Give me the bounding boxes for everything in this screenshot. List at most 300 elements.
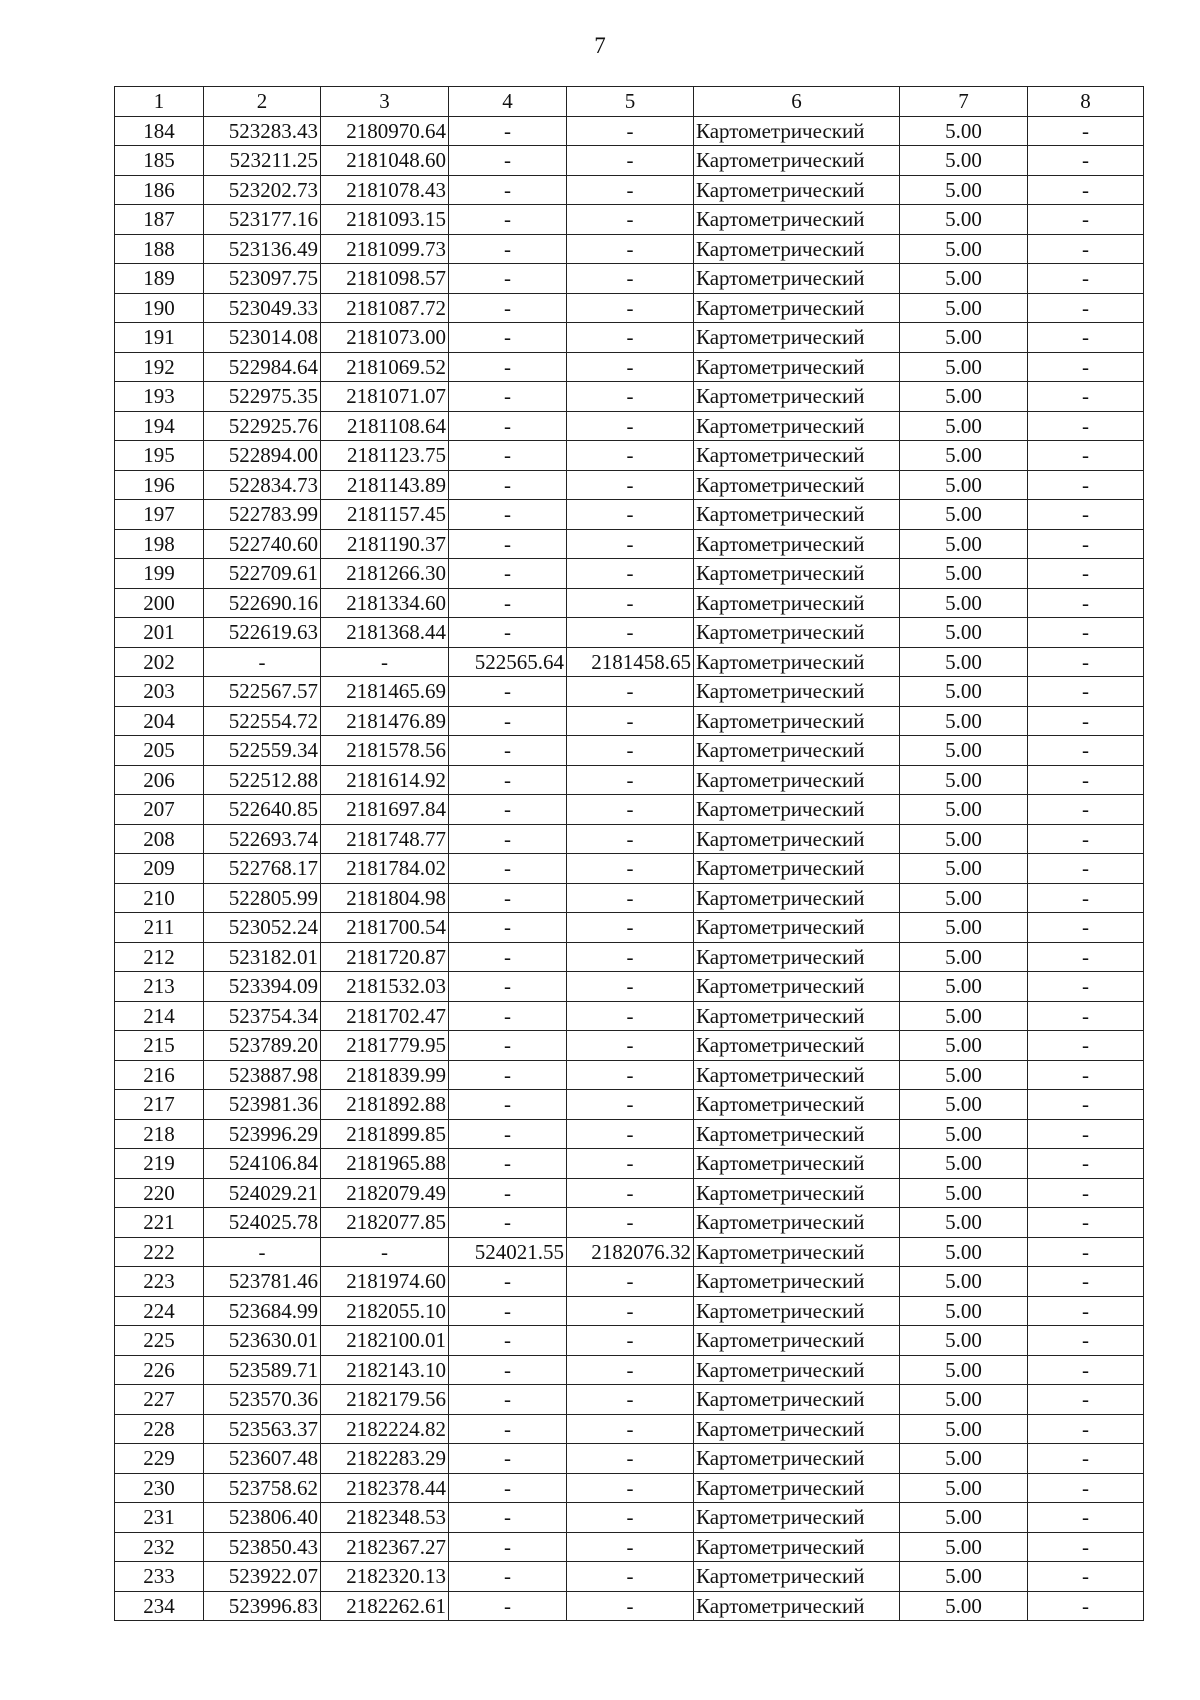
- table-row: [115, 854, 1144, 884]
- cell-x-coordinate: 522554.72: [204, 706, 321, 736]
- cell-x-coordinate: 522740.60: [204, 529, 321, 559]
- cell-y-coordinate: 2181190.37: [321, 529, 449, 559]
- cell-description: -: [1028, 1296, 1144, 1326]
- cell-point-number: 195: [115, 441, 204, 471]
- table-row: [115, 1444, 1144, 1474]
- cell-x-coordinate-new: -: [449, 1385, 567, 1415]
- cell-point-number: 189: [115, 264, 204, 294]
- cell-accuracy: 5.00: [900, 706, 1028, 736]
- cell-method: Картометрический: [694, 529, 900, 559]
- cell-x-coordinate-new: -: [449, 795, 567, 825]
- cell-method: Картометрический: [694, 1326, 900, 1356]
- cell-point-number: 191: [115, 323, 204, 353]
- cell-y-coordinate: 2181071.07: [321, 382, 449, 412]
- table-row: [115, 529, 1144, 559]
- cell-accuracy: 5.00: [900, 205, 1028, 235]
- cell-description: -: [1028, 1562, 1144, 1592]
- cell-accuracy: 5.00: [900, 1237, 1028, 1267]
- table-row: [115, 1208, 1144, 1238]
- cell-y-coordinate-new: -: [567, 1296, 694, 1326]
- cell-y-coordinate-new: -: [567, 1532, 694, 1562]
- cell-method: Картометрический: [694, 146, 900, 176]
- cell-point-number: 217: [115, 1090, 204, 1120]
- cell-x-coordinate-new: -: [449, 618, 567, 648]
- cell-y-coordinate-new: -: [567, 1208, 694, 1238]
- cell-x-coordinate-new: -: [449, 942, 567, 972]
- table-row: [115, 559, 1144, 589]
- cell-method: Картометрический: [694, 736, 900, 766]
- column-header-8: 8: [1028, 87, 1144, 117]
- cell-method: Картометрический: [694, 1031, 900, 1061]
- table-row: [115, 795, 1144, 825]
- cell-method: Картометрический: [694, 913, 900, 943]
- cell-x-coordinate: 523607.48: [204, 1444, 321, 1474]
- cell-accuracy: 5.00: [900, 559, 1028, 589]
- cell-x-coordinate-new: -: [449, 352, 567, 382]
- cell-description: -: [1028, 854, 1144, 884]
- column-header-5: 5: [567, 87, 694, 117]
- cell-accuracy: 5.00: [900, 1414, 1028, 1444]
- cell-description: -: [1028, 500, 1144, 530]
- cell-y-coordinate: 2181748.77: [321, 824, 449, 854]
- cell-x-coordinate: 523211.25: [204, 146, 321, 176]
- cell-y-coordinate: 2181048.60: [321, 146, 449, 176]
- cell-x-coordinate: 523754.34: [204, 1001, 321, 1031]
- cell-point-number: 221: [115, 1208, 204, 1238]
- cell-point-number: 219: [115, 1149, 204, 1179]
- cell-y-coordinate: 2182320.13: [321, 1562, 449, 1592]
- cell-point-number: 185: [115, 146, 204, 176]
- cell-description: -: [1028, 470, 1144, 500]
- cell-point-number: 209: [115, 854, 204, 884]
- cell-y-coordinate-new: -: [567, 1060, 694, 1090]
- cell-accuracy: 5.00: [900, 972, 1028, 1002]
- cell-method: Картометрический: [694, 1119, 900, 1149]
- cell-x-coordinate: 523850.43: [204, 1532, 321, 1562]
- cell-x-coordinate: 523589.71: [204, 1355, 321, 1385]
- cell-accuracy: 5.00: [900, 824, 1028, 854]
- cell-y-coordinate-new: -: [567, 264, 694, 294]
- cell-x-coordinate: 522768.17: [204, 854, 321, 884]
- table-row: [115, 500, 1144, 530]
- cell-accuracy: 5.00: [900, 1267, 1028, 1297]
- cell-x-coordinate: 523570.36: [204, 1385, 321, 1415]
- cell-method: Картометрический: [694, 1208, 900, 1238]
- cell-y-coordinate: 2180970.64: [321, 116, 449, 146]
- cell-y-coordinate: 2181720.87: [321, 942, 449, 972]
- cell-y-coordinate: 2182077.85: [321, 1208, 449, 1238]
- cell-description: -: [1028, 1326, 1144, 1356]
- cell-y-coordinate: 2182079.49: [321, 1178, 449, 1208]
- cell-description: -: [1028, 883, 1144, 913]
- cell-x-coordinate: 522619.63: [204, 618, 321, 648]
- cell-x-coordinate-new: -: [449, 293, 567, 323]
- cell-x-coordinate-new: -: [449, 1001, 567, 1031]
- cell-point-number: 200: [115, 588, 204, 618]
- cell-method: Картометрический: [694, 1355, 900, 1385]
- cell-x-coordinate-new: -: [449, 234, 567, 264]
- cell-point-number: 196: [115, 470, 204, 500]
- cell-x-coordinate: 523014.08: [204, 323, 321, 353]
- cell-accuracy: 5.00: [900, 1503, 1028, 1533]
- cell-description: -: [1028, 1591, 1144, 1621]
- cell-y-coordinate: 2181839.99: [321, 1060, 449, 1090]
- cell-x-coordinate-new: -: [449, 1267, 567, 1297]
- cell-y-coordinate-new: -: [567, 1267, 694, 1297]
- cell-y-coordinate-new: -: [567, 1090, 694, 1120]
- cell-point-number: 207: [115, 795, 204, 825]
- cell-y-coordinate-new: 2181458.65: [567, 647, 694, 677]
- cell-y-coordinate: 2181368.44: [321, 618, 449, 648]
- cell-x-coordinate-new: -: [449, 146, 567, 176]
- cell-y-coordinate: 2182224.82: [321, 1414, 449, 1444]
- cell-y-coordinate-new: -: [567, 1503, 694, 1533]
- cell-x-coordinate-new: -: [449, 1208, 567, 1238]
- cell-x-coordinate-new: -: [449, 588, 567, 618]
- table-row: [115, 942, 1144, 972]
- cell-x-coordinate: 523283.43: [204, 116, 321, 146]
- cell-y-coordinate-new: -: [567, 205, 694, 235]
- cell-y-coordinate-new: -: [567, 883, 694, 913]
- table-row: [115, 1001, 1144, 1031]
- table-row: [115, 441, 1144, 471]
- cell-x-coordinate: 524025.78: [204, 1208, 321, 1238]
- cell-y-coordinate: 2181123.75: [321, 441, 449, 471]
- cell-x-coordinate: 522984.64: [204, 352, 321, 382]
- column-header-4: 4: [449, 87, 567, 117]
- cell-x-coordinate-new: 522565.64: [449, 647, 567, 677]
- cell-point-number: 225: [115, 1326, 204, 1356]
- cell-accuracy: 5.00: [900, 382, 1028, 412]
- cell-method: Картометрический: [694, 1237, 900, 1267]
- cell-point-number: 220: [115, 1178, 204, 1208]
- cell-x-coordinate-new: -: [449, 1414, 567, 1444]
- cell-point-number: 215: [115, 1031, 204, 1061]
- cell-y-coordinate-new: -: [567, 588, 694, 618]
- table-row: [115, 1060, 1144, 1090]
- cell-x-coordinate-new: -: [449, 765, 567, 795]
- cell-y-coordinate: 2181804.98: [321, 883, 449, 913]
- cell-y-coordinate: 2181266.30: [321, 559, 449, 589]
- cell-y-coordinate: 2181702.47: [321, 1001, 449, 1031]
- cell-accuracy: 5.00: [900, 411, 1028, 441]
- cell-description: -: [1028, 1149, 1144, 1179]
- cell-y-coordinate: 2181099.73: [321, 234, 449, 264]
- cell-method: Картометрический: [694, 824, 900, 854]
- cell-x-coordinate-new: -: [449, 677, 567, 707]
- cell-method: Картометрический: [694, 1414, 900, 1444]
- cell-x-coordinate: 523097.75: [204, 264, 321, 294]
- cell-method: Картометрический: [694, 972, 900, 1002]
- cell-x-coordinate: 522805.99: [204, 883, 321, 913]
- cell-x-coordinate-new: -: [449, 1119, 567, 1149]
- cell-x-coordinate: 522975.35: [204, 382, 321, 412]
- cell-description: -: [1028, 647, 1144, 677]
- cell-method: Картометрический: [694, 618, 900, 648]
- cell-method: Картометрический: [694, 795, 900, 825]
- cell-accuracy: 5.00: [900, 1562, 1028, 1592]
- cell-y-coordinate-new: -: [567, 529, 694, 559]
- cell-y-coordinate: 2181974.60: [321, 1267, 449, 1297]
- cell-y-coordinate: 2182100.01: [321, 1326, 449, 1356]
- cell-x-coordinate-new: -: [449, 1473, 567, 1503]
- cell-description: -: [1028, 1385, 1144, 1415]
- table-row: [115, 1473, 1144, 1503]
- cell-x-coordinate-new: -: [449, 883, 567, 913]
- cell-description: -: [1028, 175, 1144, 205]
- cell-y-coordinate-new: -: [567, 234, 694, 264]
- cell-description: -: [1028, 146, 1144, 176]
- cell-description: -: [1028, 736, 1144, 766]
- cell-point-number: 230: [115, 1473, 204, 1503]
- cell-description: -: [1028, 529, 1144, 559]
- cell-point-number: 206: [115, 765, 204, 795]
- cell-point-number: 234: [115, 1591, 204, 1621]
- column-header-1: 1: [115, 87, 204, 117]
- cell-accuracy: 5.00: [900, 1296, 1028, 1326]
- cell-point-number: 186: [115, 175, 204, 205]
- cell-accuracy: 5.00: [900, 1149, 1028, 1179]
- cell-y-coordinate-new: -: [567, 1473, 694, 1503]
- cell-x-coordinate: 523789.20: [204, 1031, 321, 1061]
- cell-description: -: [1028, 441, 1144, 471]
- cell-accuracy: 5.00: [900, 588, 1028, 618]
- table-row: [115, 588, 1144, 618]
- cell-x-coordinate-new: -: [449, 1178, 567, 1208]
- cell-x-coordinate-new: -: [449, 854, 567, 884]
- cell-accuracy: 5.00: [900, 1473, 1028, 1503]
- cell-y-coordinate-new: -: [567, 1001, 694, 1031]
- cell-description: -: [1028, 1060, 1144, 1090]
- cell-y-coordinate-new: -: [567, 500, 694, 530]
- cell-y-coordinate-new: -: [567, 1031, 694, 1061]
- cell-method: Картометрический: [694, 647, 900, 677]
- cell-point-number: 203: [115, 677, 204, 707]
- cell-y-coordinate: 2182143.10: [321, 1355, 449, 1385]
- cell-description: -: [1028, 942, 1144, 972]
- cell-y-coordinate-new: -: [567, 293, 694, 323]
- cell-y-coordinate: 2181108.64: [321, 411, 449, 441]
- cell-accuracy: 5.00: [900, 1532, 1028, 1562]
- cell-y-coordinate-new: 2182076.32: [567, 1237, 694, 1267]
- cell-x-coordinate-new: -: [449, 470, 567, 500]
- cell-y-coordinate: 2181078.43: [321, 175, 449, 205]
- cell-y-coordinate-new: -: [567, 352, 694, 382]
- cell-y-coordinate-new: -: [567, 1444, 694, 1474]
- cell-accuracy: 5.00: [900, 1060, 1028, 1090]
- cell-y-coordinate-new: -: [567, 824, 694, 854]
- table-row: [115, 175, 1144, 205]
- table-row: [115, 1267, 1144, 1297]
- cell-method: Картометрический: [694, 1267, 900, 1297]
- cell-method: Картометрический: [694, 1532, 900, 1562]
- cell-x-coordinate-new: -: [449, 736, 567, 766]
- cell-accuracy: 5.00: [900, 647, 1028, 677]
- cell-x-coordinate-new: -: [449, 1562, 567, 1592]
- cell-description: -: [1028, 1414, 1144, 1444]
- cell-x-coordinate-new: -: [449, 913, 567, 943]
- table-row: [115, 1178, 1144, 1208]
- cell-x-coordinate: 523781.46: [204, 1267, 321, 1297]
- cell-x-coordinate-new: -: [449, 529, 567, 559]
- cell-x-coordinate: 523922.07: [204, 1562, 321, 1592]
- cell-description: -: [1028, 618, 1144, 648]
- cell-description: -: [1028, 264, 1144, 294]
- cell-point-number: 212: [115, 942, 204, 972]
- cell-y-coordinate-new: -: [567, 942, 694, 972]
- cell-description: -: [1028, 588, 1144, 618]
- cell-description: -: [1028, 1178, 1144, 1208]
- cell-point-number: 227: [115, 1385, 204, 1415]
- table-row: [115, 234, 1144, 264]
- cell-accuracy: 5.00: [900, 1591, 1028, 1621]
- table-body: [115, 116, 1144, 1621]
- cell-method: Картометрический: [694, 1178, 900, 1208]
- cell-x-coordinate-new: -: [449, 1355, 567, 1385]
- cell-y-coordinate-new: -: [567, 146, 694, 176]
- cell-description: -: [1028, 706, 1144, 736]
- cell-accuracy: 5.00: [900, 470, 1028, 500]
- cell-accuracy: 5.00: [900, 1326, 1028, 1356]
- cell-accuracy: 5.00: [900, 264, 1028, 294]
- cell-y-coordinate: 2181779.95: [321, 1031, 449, 1061]
- table-row: [115, 1591, 1144, 1621]
- cell-y-coordinate-new: -: [567, 1178, 694, 1208]
- cell-point-number: 218: [115, 1119, 204, 1149]
- cell-x-coordinate: 524029.21: [204, 1178, 321, 1208]
- cell-accuracy: 5.00: [900, 1090, 1028, 1120]
- cell-method: Картометрический: [694, 293, 900, 323]
- cell-accuracy: 5.00: [900, 1001, 1028, 1031]
- cell-x-coordinate-new: -: [449, 1296, 567, 1326]
- page-number: 7: [594, 33, 606, 58]
- cell-method: Картометрический: [694, 382, 900, 412]
- cell-x-coordinate: 522559.34: [204, 736, 321, 766]
- cell-accuracy: 5.00: [900, 1031, 1028, 1061]
- cell-x-coordinate: 523052.24: [204, 913, 321, 943]
- cell-description: -: [1028, 1208, 1144, 1238]
- cell-point-number: 211: [115, 913, 204, 943]
- cell-method: Картометрический: [694, 854, 900, 884]
- cell-x-coordinate: 522693.74: [204, 824, 321, 854]
- cell-description: -: [1028, 293, 1144, 323]
- column-header-3: 3: [321, 87, 449, 117]
- cell-x-coordinate: 522567.57: [204, 677, 321, 707]
- cell-x-coordinate: 523136.49: [204, 234, 321, 264]
- cell-point-number: 201: [115, 618, 204, 648]
- cell-description: -: [1028, 1001, 1144, 1031]
- cell-y-coordinate-new: -: [567, 441, 694, 471]
- cell-x-coordinate-new: -: [449, 1090, 567, 1120]
- cell-x-coordinate: 522925.76: [204, 411, 321, 441]
- cell-method: Картометрический: [694, 264, 900, 294]
- cell-point-number: 205: [115, 736, 204, 766]
- cell-point-number: 226: [115, 1355, 204, 1385]
- table-row: [115, 352, 1144, 382]
- cell-x-coordinate: 523996.83: [204, 1591, 321, 1621]
- cell-method: Картометрический: [694, 883, 900, 913]
- cell-x-coordinate-new: -: [449, 175, 567, 205]
- table-row: [115, 913, 1144, 943]
- cell-accuracy: 5.00: [900, 441, 1028, 471]
- table-row: [115, 264, 1144, 294]
- table-row: [115, 1503, 1144, 1533]
- cell-point-number: 233: [115, 1562, 204, 1592]
- cell-x-coordinate-new: -: [449, 411, 567, 441]
- cell-method: Картометрический: [694, 1385, 900, 1415]
- cell-y-coordinate-new: -: [567, 854, 694, 884]
- table-row: [115, 883, 1144, 913]
- cell-method: Картометрический: [694, 1503, 900, 1533]
- cell-accuracy: 5.00: [900, 1355, 1028, 1385]
- cell-point-number: 193: [115, 382, 204, 412]
- cell-x-coordinate-new: -: [449, 972, 567, 1002]
- table-row: [115, 116, 1144, 146]
- cell-y-coordinate: 2182283.29: [321, 1444, 449, 1474]
- cell-method: Картометрический: [694, 677, 900, 707]
- cell-x-coordinate: 522783.99: [204, 500, 321, 530]
- cell-x-coordinate-new: -: [449, 1060, 567, 1090]
- cell-accuracy: 5.00: [900, 146, 1028, 176]
- table-row: [115, 1149, 1144, 1179]
- cell-x-coordinate: 522640.85: [204, 795, 321, 825]
- column-header-7: 7: [900, 87, 1028, 117]
- cell-y-coordinate-new: -: [567, 411, 694, 441]
- cell-accuracy: 5.00: [900, 116, 1028, 146]
- cell-y-coordinate: 2181578.56: [321, 736, 449, 766]
- table-row: [115, 1237, 1144, 1267]
- cell-accuracy: 5.00: [900, 736, 1028, 766]
- cell-x-coordinate-new: -: [449, 1532, 567, 1562]
- table-row: [115, 824, 1144, 854]
- cell-point-number: 224: [115, 1296, 204, 1326]
- cell-y-coordinate-new: -: [567, 323, 694, 353]
- cell-y-coordinate: 2181098.57: [321, 264, 449, 294]
- table-row: [115, 293, 1144, 323]
- table-row: [115, 736, 1144, 766]
- table-row: [115, 765, 1144, 795]
- cell-point-number: 190: [115, 293, 204, 323]
- cell-point-number: 204: [115, 706, 204, 736]
- cell-method: Картометрический: [694, 765, 900, 795]
- cell-description: -: [1028, 382, 1144, 412]
- cell-x-coordinate: 522709.61: [204, 559, 321, 589]
- column-header-2: 2: [204, 87, 321, 117]
- cell-description: -: [1028, 559, 1144, 589]
- cell-description: -: [1028, 1444, 1144, 1474]
- cell-y-coordinate: 2181465.69: [321, 677, 449, 707]
- cell-point-number: 213: [115, 972, 204, 1002]
- cell-description: -: [1028, 411, 1144, 441]
- cell-y-coordinate-new: -: [567, 1562, 694, 1592]
- cell-method: Картометрический: [694, 175, 900, 205]
- cell-point-number: 208: [115, 824, 204, 854]
- column-header-6: 6: [694, 87, 900, 117]
- cell-y-coordinate-new: -: [567, 618, 694, 648]
- cell-description: -: [1028, 1473, 1144, 1503]
- cell-method: Картометрический: [694, 1444, 900, 1474]
- table-row: [115, 323, 1144, 353]
- cell-method: Картометрический: [694, 234, 900, 264]
- cell-y-coordinate: -: [321, 1237, 449, 1267]
- cell-x-coordinate: -: [204, 647, 321, 677]
- cell-y-coordinate: 2181697.84: [321, 795, 449, 825]
- table-row: [115, 1355, 1144, 1385]
- cell-method: Картометрический: [694, 706, 900, 736]
- cell-x-coordinate-new: -: [449, 323, 567, 353]
- cell-accuracy: 5.00: [900, 913, 1028, 943]
- table-row: [115, 1532, 1144, 1562]
